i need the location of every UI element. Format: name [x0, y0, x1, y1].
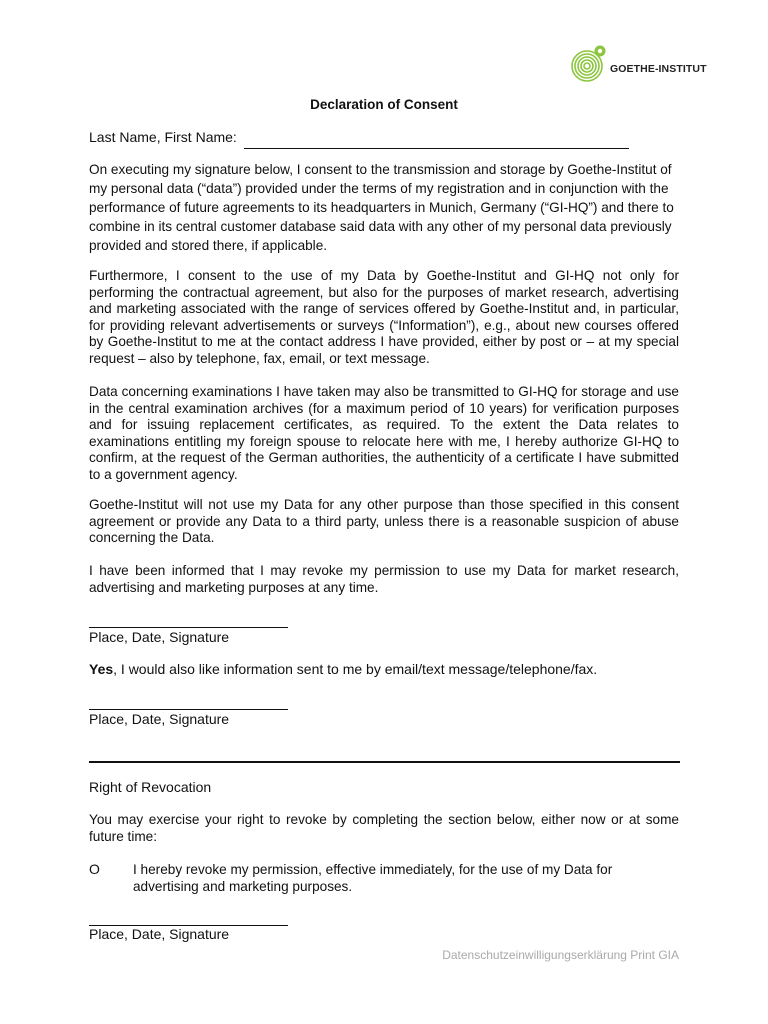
revocation-paragraph: You may exercise your right to revoke by completing the section below, either now or at some future time: [89, 812, 679, 844]
yes-bold: Yes [89, 661, 114, 677]
document-title: Declaration of Consent [310, 97, 458, 112]
logo-wordmark: GOETHE-INSTITUT [610, 63, 707, 75]
revoke-option-text: I hereby revoke my permission, effective immediately, for the use of my Data for advertising and marketing purposes. [133, 862, 613, 894]
consent-paragraph-1: On executing my signature below, I consent to the transmission and storage by Goethe-Institut of my personal data (“data”) provided under the terms of my registration and in conjunction with the performance of future agreements to its headquarters in Munich, Germany (“GI-HQ”) and there to combine in its central customer database said data with any other of my personal data previously provided and stored there, if applicable. [89, 162, 674, 253]
signature-label-2: Place, Date, Signature [89, 711, 230, 727]
goethe-logo-icon [570, 44, 610, 84]
document-footer: Datenschutzeinwilligungserklärung Print GIA [442, 948, 679, 962]
signature-label-1: Place, Date, Signature [89, 629, 230, 645]
goethe-institut-logo [570, 44, 707, 84]
consent-paragraph-3: Data concerning examinations I have taken may also be transmitted to GI-HQ for storage and use in the central examination archives (for a maximum period of 10 years) for verification purposes and for issuing replacement certificates, as required. To the extent the Data relates to examinations entitling my foreign spouse to relocate here with me, I hereby authorize GI-HQ to confirm, at the request of the German authorities, the authenticity of a certificate I have submitted to a government agency. [89, 384, 679, 482]
consent-paragraph-2: Furthermore, I consent to the use of my Data by Goethe-Institut and GI-HQ not only for performing the contractual agreement, but also for the purposes of market research, advertising and marketing associated with the range of services offered by Goethe-Institut and, in particular, for providing relevant advertisements or surveys (“Information”), e.g., about new courses offered by Goethe-Institut to me at the contact address I have provided, either by post or – at my special request – also by telephone, fax, email, or text message. [89, 268, 679, 366]
yes-information-line [89, 661, 597, 677]
revoke-option-checkbox[interactable]: O [89, 861, 100, 877]
signature-label-3: Place, Date, Signature [89, 926, 230, 942]
signature-line-1[interactable] [89, 627, 288, 628]
signature-line-2[interactable] [89, 709, 288, 710]
consent-paragraph-4: Goethe-Institut will not use my Data for any other purpose than those specified in this consent agreement or provide any Data to a third party, unless there is a reasonable suspicion of abuse concerning the Data. [89, 497, 679, 546]
name-field-label: Last Name, First Name: [89, 129, 237, 145]
revocation-title: Right of Revocation [89, 779, 212, 795]
yes-text: , I would also like information sent to me by email/text message/telephone/fax. [113, 661, 598, 677]
name-field-line[interactable] [244, 148, 629, 149]
consent-paragraph-5: I have been informed that I may revoke my permission to use my Data for market research, advertising and marketing purposes at any time. [89, 563, 679, 595]
section-divider [89, 761, 680, 763]
